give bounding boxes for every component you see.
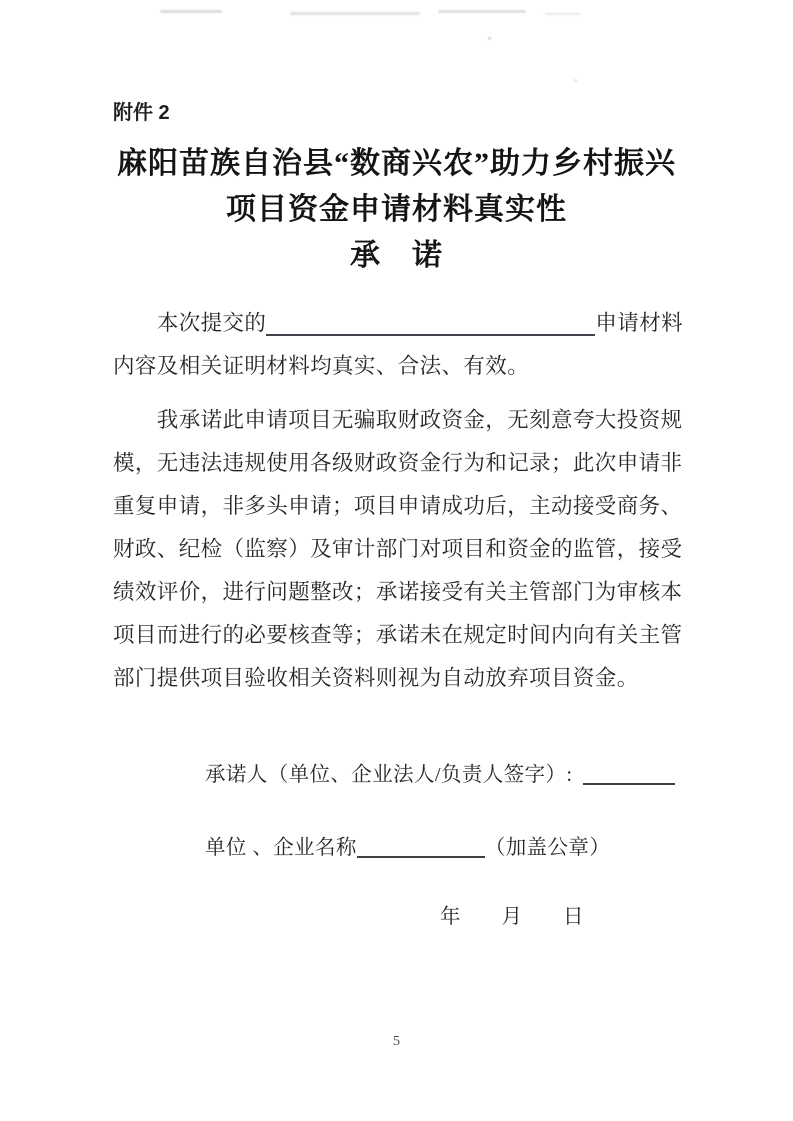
company-name-blank-field — [357, 833, 485, 858]
paragraph-2-line: 模，无违法违规使用各级财政资金行为和记录；此次申请非 — [113, 451, 683, 475]
page-number: 5 — [393, 1034, 400, 1049]
date-line: 年 月 日 — [440, 906, 584, 928]
signer-label: 承诺人（单位、企业法人/负责人签字）: — [205, 764, 573, 786]
text-before-blank: 本次提交的 — [156, 311, 267, 335]
company-name-label: 单位 、企业名称 — [205, 837, 357, 859]
company-name-line — [205, 833, 610, 863]
official-seal-note: （加盖公章） — [484, 837, 611, 859]
scan-artifact — [290, 12, 420, 15]
title-line-2: 项目资金申请材料真实性 — [226, 193, 567, 226]
paragraph-2-line: 部门提供项目验收相关资料则视为自动放弃项目资金。 — [113, 666, 639, 690]
paragraph-2 — [113, 399, 683, 700]
project-name-blank-field — [266, 302, 595, 336]
text-after-blank: 申请材料 — [595, 311, 683, 335]
paragraph-2-line: 项目而进行的必要核查等；承诺未在规定时间内向有关主管 — [113, 623, 683, 647]
paragraph-1-line-1 — [113, 302, 683, 345]
signer-signature-blank-field — [583, 760, 675, 785]
body-text — [113, 302, 683, 700]
paragraph-2-line: 我承诺此申请项目无骗取财政资金，无刻意夸大投资规 — [113, 408, 683, 432]
paragraph-2-line: 绩效评价，进行问题整改；承诺接受有关主管部门为审核本 — [113, 580, 683, 604]
scan-artifact — [160, 10, 222, 13]
paragraph-2-line: 重复申请，非多头申请；项目申请成功后，主动接受商务、 — [113, 494, 683, 518]
paragraph-1-line-2: 内容及相关证明材料均真实、合法、有效。 — [113, 354, 530, 378]
document-title — [0, 141, 793, 279]
attachment-label: 附件 2 — [113, 102, 170, 124]
title-line-1: 麻阳苗族自治县“数商兴农”助力乡村振兴 — [117, 147, 676, 180]
scan-artifact — [574, 79, 577, 82]
signer-signature-line — [205, 760, 675, 790]
scan-artifact — [438, 10, 526, 13]
title-line-3: 承 诺 — [350, 239, 443, 272]
scan-artifact — [488, 37, 491, 40]
paragraph-indent — [113, 302, 157, 345]
paragraph-2-line: 财政、纪检（监察）及审计部门对项目和资金的监管，接受 — [113, 537, 683, 561]
scan-artifact — [545, 13, 581, 15]
